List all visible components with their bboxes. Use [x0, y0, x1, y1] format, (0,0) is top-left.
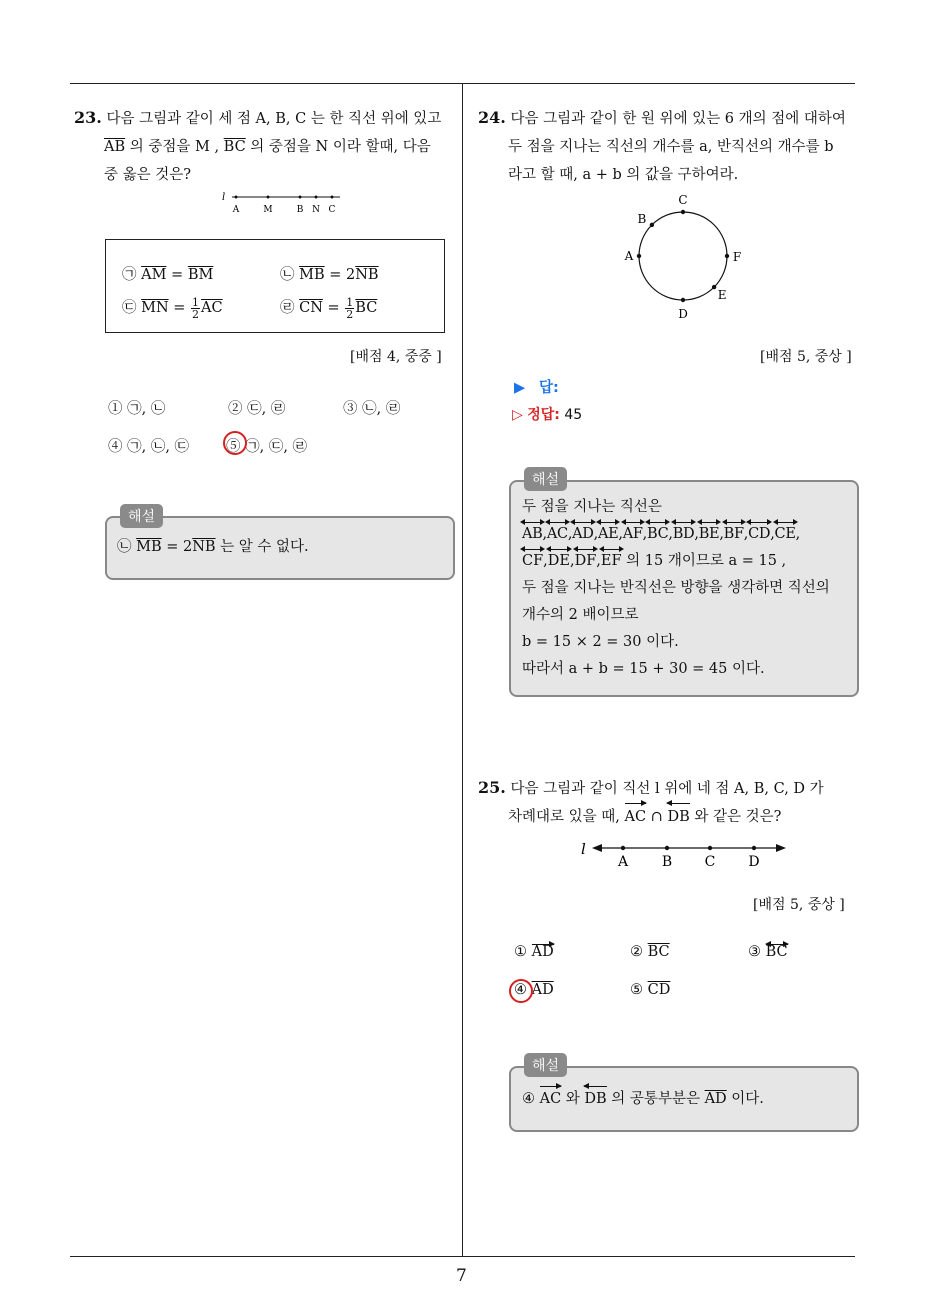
page-number: 7 — [456, 1266, 467, 1286]
q23-seg-bc: $\overline{BC}$ — [223, 139, 246, 155]
q23-text-line3: 중 옳은 것은? — [104, 167, 192, 183]
q25-text-line1: 다음 그림과 같이 직선 l 위에 네 점 A, B, C, D 가 — [510, 781, 824, 797]
q23-score: [배점 4, 중중 ] — [350, 349, 442, 365]
line-notation: BD — [673, 521, 695, 548]
q23-point-M — [267, 196, 270, 199]
line-notation: BF — [724, 521, 744, 548]
q23-choice-5[interactable]: ⑤ ㉠, ㉢, ㉣ — [226, 439, 308, 455]
q24-point-F — [725, 254, 729, 258]
bottom-rule — [70, 1256, 855, 1257]
line-notation: CF — [522, 548, 543, 575]
q23-statement-1: ㉠ $\overline{AM} = \overline{BM}$ — [122, 267, 214, 283]
q23-figure — [218, 188, 348, 218]
line-notation: BC — [647, 521, 668, 548]
line-notation: AF — [623, 521, 643, 548]
play-icon: ▶ — [514, 380, 526, 396]
q23-choice-4[interactable]: ④ ㉠, ㉡, ㉢ — [108, 439, 190, 455]
q25-point-C — [708, 846, 712, 850]
q23-solution-text: ㉡ $\overline{MB} = 2\overline{NB}$ 는 알 수 없다. — [117, 539, 309, 555]
q23-choice-3[interactable]: ③ ㉡, ㉣ — [343, 401, 401, 417]
q23-statement-3: ㉢ $\overline{MN}$ = $\frac{1}{2}$ $\overline{AC}$ — [122, 295, 223, 321]
q23-point-label-N: N — [312, 205, 320, 215]
q24-point-label-C: C — [678, 193, 688, 207]
q24-point-C — [681, 210, 685, 214]
q25-point-label-D: D — [748, 854, 760, 870]
q23-statement-2: ㉡ $\overline{MB} = 2\overline{NB}$ — [280, 267, 379, 283]
q25-solution-tab: 해설 — [524, 1053, 567, 1077]
q23-point-B — [299, 196, 302, 199]
q24-point-label-E: E — [717, 288, 727, 303]
q23-point-label-C: C — [328, 205, 336, 215]
q24-text-line1: 다음 그림과 같이 한 원 위에 있는 6 개의 점에 대하여 — [510, 111, 846, 127]
q23-text-line2b: 의 중점을 N 이라 할때, 다음 — [245, 139, 431, 155]
q23-line-label: l — [222, 192, 226, 203]
q23-statement-4: ㉣ $\overline{CN}$ = $\frac{1}{2}$ $\overline{BC}$ — [280, 295, 378, 321]
q23-solution-tab: 해설 — [120, 504, 163, 528]
q25-choice-5[interactable]: ⑤ $\overline{CD}$ — [630, 982, 671, 998]
q23-point-label-B: B — [296, 205, 304, 215]
q24-point-D — [681, 298, 685, 302]
q24-point-label-D: D — [678, 307, 688, 321]
q23-point-C — [331, 196, 334, 199]
line-notation: EF — [601, 548, 622, 575]
line-notation: BE — [699, 521, 720, 548]
q24-point-B — [650, 223, 654, 227]
q25-point-A — [621, 846, 625, 850]
q25-line-label: l — [581, 840, 586, 858]
column-divider — [462, 83, 463, 1257]
q25-point-label-B: B — [661, 854, 673, 870]
q24-correct-label: 정답: — [527, 407, 560, 423]
line-notation: DE — [548, 548, 570, 575]
line-notation: CE — [775, 521, 796, 548]
q24-answer-label: 답: — [538, 380, 559, 396]
q25-number: 25. — [478, 778, 506, 797]
q25-point-label-C: C — [704, 854, 716, 870]
q23-text-line2a: 의 중점을 M , — [125, 139, 224, 155]
q25-point-label-A: A — [617, 854, 629, 870]
q23-point-N — [315, 196, 318, 199]
q25-score: [배점 5, 중상 ] — [753, 897, 845, 913]
q24-text-line3: 라고 할 때, a + b 의 값을 구하여라. — [508, 167, 739, 183]
q23-point-A — [235, 196, 238, 199]
q25-answer-mark — [509, 979, 533, 1003]
q23-point-label-M: M — [263, 205, 273, 215]
triangle-right-icon: ▷ — [512, 407, 523, 423]
q24-solution-tab: 해설 — [524, 467, 567, 491]
q23-number: 23. — [74, 108, 102, 127]
line-notation: DF — [575, 548, 597, 575]
q25-figure — [578, 838, 788, 872]
q23-answer-mark — [223, 431, 247, 455]
q24-answer-row — [514, 376, 559, 397]
q23-question — [74, 104, 458, 189]
q23-point-label-A: A — [232, 205, 240, 215]
q25-choice-1[interactable]: ① AD — [514, 944, 554, 960]
q25-choice-4[interactable]: ④ $\overline{AD}$ — [514, 982, 554, 998]
q24-correct-row — [512, 404, 582, 424]
q25-point-D — [752, 846, 756, 850]
q25-choice-2[interactable]: ② $\overline{BC}$ — [630, 944, 670, 960]
q25-choice-3[interactable]: ③ BC — [748, 944, 788, 960]
q24-number: 24. — [478, 108, 506, 127]
q24-correct-value: 45 — [564, 407, 583, 423]
line-notation: AD — [572, 521, 594, 548]
q25-point-B — [665, 846, 669, 850]
q23-choice-2[interactable]: ② ㉢, ㉣ — [228, 401, 286, 417]
line-notation: AC — [547, 521, 568, 548]
q24-text-line2: 두 점을 지나는 직선의 개수를 a, 반직선의 개수를 b — [508, 139, 834, 155]
q24-point-label-F: F — [732, 250, 742, 264]
q25-solution-text: ④ AC 와 DB 의 공통부분은 $\overline{AD}$ 이다. — [522, 1086, 764, 1113]
q23-choice-1[interactable]: ① ㉠, ㉡ — [108, 401, 166, 417]
q23-seg-ab: $\overline{AB}$ — [104, 139, 126, 155]
q24-point-label-B: B — [637, 211, 647, 226]
line-notation: CD — [748, 521, 770, 548]
q24-score: [배점 5, 중상 ] — [760, 349, 852, 365]
q23-text-line1: 다음 그림과 같이 세 점 A, B, C 는 한 직선 위에 있고 — [106, 111, 442, 127]
q24-point-label-A: A — [624, 249, 634, 263]
line-notation: AB — [522, 521, 543, 548]
q25-question: 25. 다음 그림과 같이 직선 l 위에 네 점 A, B, C, D 가 차례대로 있을 때, AC ∩ DB 와 같은 것은? — [478, 774, 862, 831]
q24-figure — [620, 192, 750, 322]
line-notation: AE — [598, 521, 618, 548]
q24-solution-text: 두 점을 지나는 직선은 AB, AC, AD, AE, AF, BC, BD, BE, BF, CD, CE, CF, DE, DF, EF 의 15 개이므로 a = 15 , 두 점을 지나는 반직선은 방향을 생각하면 직선의 개수의 2 배이므로 b = 15 × 2 = 30 이다. 따라서 a + b = 15 + 30 = 45 이다. — [522, 499, 830, 677]
q24-point-A — [637, 254, 641, 258]
q24-point-E — [712, 285, 716, 289]
q24-question — [478, 104, 862, 189]
